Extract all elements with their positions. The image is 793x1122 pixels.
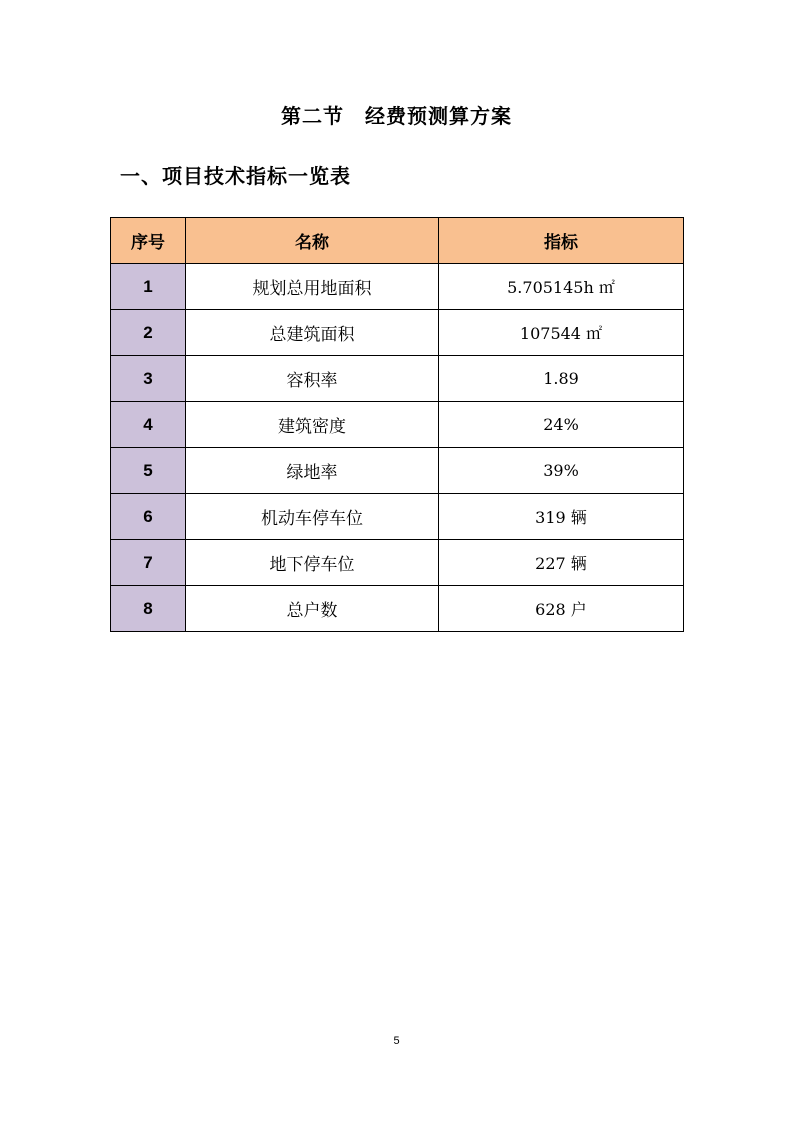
row-name: 绿地率	[186, 448, 439, 494]
page-number: 5	[393, 1035, 400, 1047]
page-title: 第二节 经费预测算方案	[281, 104, 512, 128]
row-value: 24%	[439, 402, 684, 448]
row-value: 628 户	[439, 586, 684, 632]
table-row	[111, 402, 684, 448]
table-header-row	[111, 218, 684, 264]
header-name: 名称	[186, 218, 439, 264]
row-name: 规划总用地面积	[186, 264, 439, 310]
row-value: 39%	[439, 448, 684, 494]
row-name: 建筑密度	[186, 402, 439, 448]
row-seq: 7	[111, 540, 186, 586]
row-value: 107544 ㎡	[439, 310, 684, 356]
row-seq: 5	[111, 448, 186, 494]
row-seq: 3	[111, 356, 186, 402]
row-seq: 8	[111, 586, 186, 632]
table-row	[111, 356, 684, 402]
row-name: 地下停车位	[186, 540, 439, 586]
row-value: 319 辆	[439, 494, 684, 540]
table-row	[111, 264, 684, 310]
row-seq: 1	[111, 264, 186, 310]
indicators-table	[110, 217, 684, 632]
table-row	[111, 310, 684, 356]
row-name: 总户数	[186, 586, 439, 632]
row-value: 1.89	[439, 356, 684, 402]
header-value: 指标	[439, 218, 684, 264]
section-heading: 一、项目技术指标一览表	[120, 164, 351, 188]
table-row	[111, 540, 684, 586]
row-seq: 4	[111, 402, 186, 448]
table-row	[111, 494, 684, 540]
row-seq: 2	[111, 310, 186, 356]
row-value: 227 辆	[439, 540, 684, 586]
row-seq: 6	[111, 494, 186, 540]
table-row	[111, 448, 684, 494]
header-seq: 序号	[111, 218, 186, 264]
row-name: 机动车停车位	[186, 494, 439, 540]
row-name: 总建筑面积	[186, 310, 439, 356]
row-value: 5.705145h ㎡	[439, 264, 684, 310]
table-row	[111, 586, 684, 632]
row-name: 容积率	[186, 356, 439, 402]
